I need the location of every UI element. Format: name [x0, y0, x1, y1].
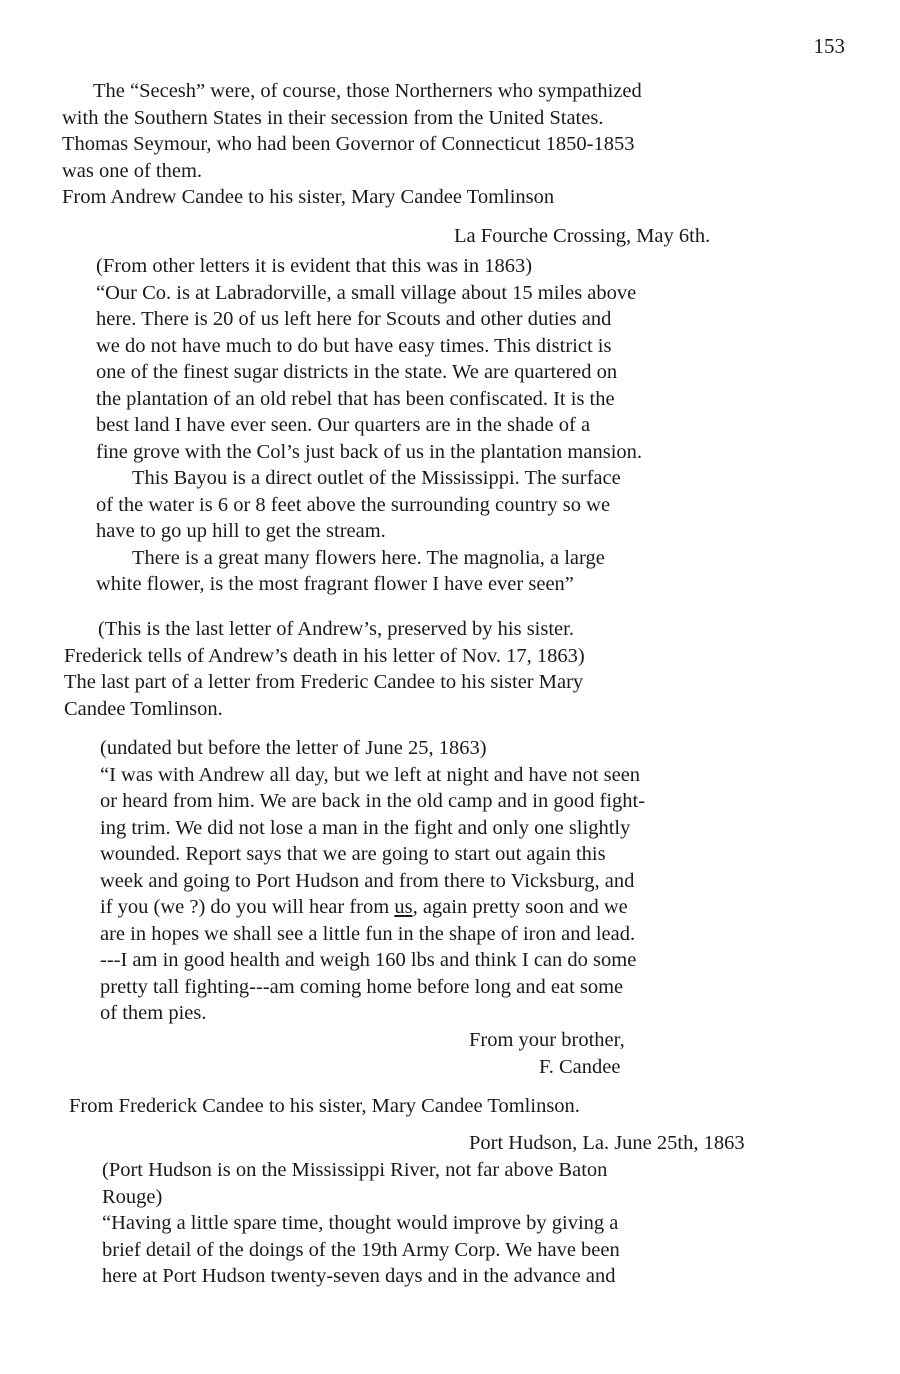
text-line: Thomas Seymour, who had been Governor of Connecticut 1850-1853	[62, 133, 635, 155]
text-line: with the Southern States in their secession from the United States.	[62, 106, 604, 129]
letter2-body	[100, 735, 645, 1027]
signature: F. Candee	[539, 1055, 621, 1078]
text-line: are in hopes we shall see a little fun in the shape of iron and lead.	[100, 922, 636, 945]
text-line: of the water is 6 or 8 feet above the surrounding country so we	[96, 493, 611, 516]
text-line: we do not have much to do but have easy times. This district is	[96, 334, 612, 357]
letter1-dateline: La Fourche Crossing, May 6th.	[454, 225, 711, 247]
text-line: “Our Co. is at Labradorville, a small village about 15 miles above	[96, 281, 637, 304]
text-line: There is a great many flowers here. The magnolia, a large	[132, 546, 605, 569]
text-line: of them pies.	[100, 1002, 207, 1024]
text-line: fine grove with the Col’s just back of us in the plantation mansion.	[96, 440, 643, 463]
text-line: here at Port Hudson twenty-seven days and in the advance and	[102, 1265, 616, 1287]
text-line: or heard from him. We are back in the old camp and in good fight-	[100, 790, 646, 812]
text-line: Candee Tomlinson.	[64, 697, 223, 720]
letter3-body	[102, 1157, 620, 1290]
text-line: This Bayou is a direct outlet of the Mississippi. The surface	[132, 467, 621, 489]
text-line: week and going to Port Hudson and from there to Vicksburg, and	[100, 869, 635, 892]
text-line: The “Secesh” were, of course, those Northerners who sympathized	[93, 80, 642, 102]
text-line: the plantation of an old rebel that has been confiscated. It is the	[96, 387, 615, 410]
text-line: Frederick tells of Andrew’s death in his letter of Nov. 17, 1863)	[64, 644, 585, 667]
text-line: “Having a little spare time, thought would improve by giving a	[102, 1212, 619, 1234]
letter3-heading: From Frederick Candee to his sister, Mary Candee Tomlinson.	[69, 1095, 580, 1117]
text-line: if you (we ?) do you will hear from us, again pretty soon and we	[100, 896, 628, 918]
text-line: (undated but before the letter of June 25, 1863)	[100, 737, 487, 759]
text-line: one of the finest sugar districts in the state. We are quartered on	[96, 361, 618, 383]
text-line: best land I have ever seen. Our quarters are in the shade of a	[96, 414, 591, 436]
intro-paragraph	[62, 78, 642, 211]
letter2-closing: From your brother, F. Candee	[469, 1027, 625, 1080]
text-line: was one of them.	[62, 159, 203, 182]
text-line: ing trim. We did not lose a man in the fight and only one slightly	[100, 816, 631, 839]
text-line: pretty tall fighting---am coming home before long and eat some	[100, 975, 624, 998]
text-line: white flower, is the most fragrant flower I have ever seen”	[96, 573, 574, 595]
letter1-body	[96, 253, 642, 598]
text-line: (This is the last letter of Andrew’s, preserved by his sister.	[98, 618, 574, 640]
text-line: (Port Hudson is on the Mississippi River, not far above Baton	[102, 1159, 608, 1181]
letter3-dateline: Port Hudson, La. June 25th, 1863	[469, 1132, 745, 1154]
text-line: The last part of a letter from Frederic Candee to his sister Mary	[64, 671, 584, 693]
text-line: ---I am in good health and weigh 160 lbs and think I can do some	[100, 949, 637, 971]
underlined-word: us	[394, 896, 413, 918]
text-line: “I was with Andrew all day, but we left at night and have not seen	[100, 763, 641, 786]
text-line: From Andrew Candee to his sister, Mary Candee Tomlinson	[62, 186, 555, 208]
page-number: 153	[813, 34, 845, 58]
text-line: have to go up hill to get the stream.	[96, 520, 386, 542]
note-paragraph	[64, 616, 585, 722]
text-line: wounded. Report says that we are going to start out again this	[100, 843, 606, 865]
text-line: here. There is 20 of us left here for Scouts and other duties and	[96, 308, 612, 330]
text-line: (From other letters it is evident that this was in 1863)	[96, 255, 533, 277]
text-line: Rouge)	[102, 1185, 163, 1208]
text-line: brief detail of the doings of the 19th Army Corp. We have been	[102, 1238, 620, 1261]
